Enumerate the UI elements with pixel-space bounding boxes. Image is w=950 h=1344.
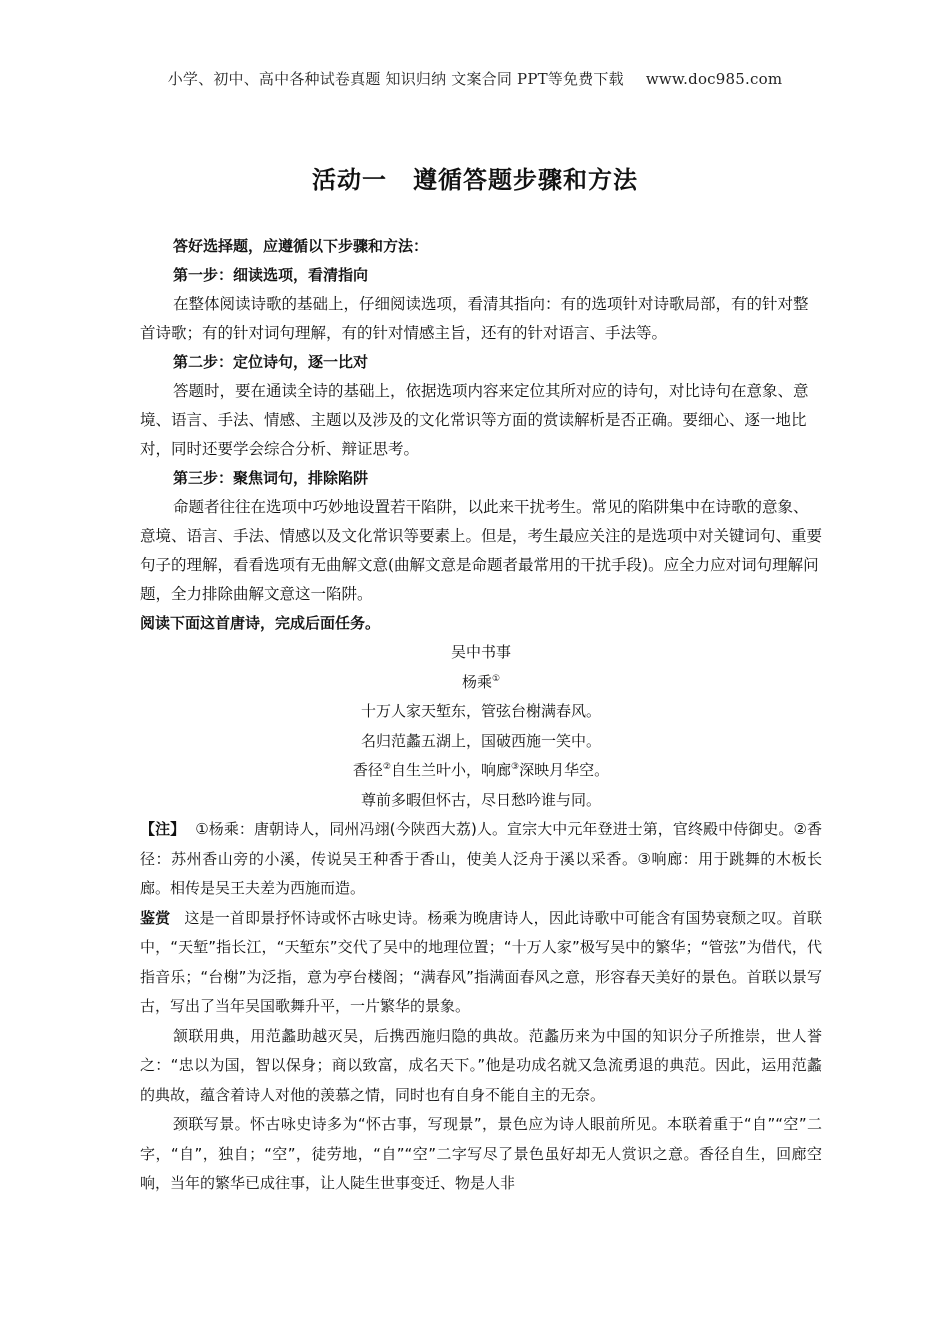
appreciation-section [140,904,822,1199]
poem-author-line [140,668,822,698]
step-3-heading: 第三步：聚焦词句，排除陷阱 [173,469,369,487]
step-1-body: 在整体阅读诗歌的基础上，仔细阅读选项，看清其指向：有的选项针对诗歌局部，有的针对整首诗歌；有的针对词句理解，有的针对情感主旨，还有的针对语言、手法等。 [140,295,809,342]
note-label: 【注】 [140,820,186,838]
poem-line-3-a: 香径 [352,761,383,779]
footnote-mark: ③ [511,762,520,772]
appreciation-label: 鉴赏 [140,908,171,927]
poem-line-3-b: 自生兰叶小，响廊 [390,761,511,779]
appreciation-p3: 颈联写景。怀古咏史诗多为“怀古事，写现景”，景色应为诗人眼前所见。本联着重于“自”“空”二字，“自”，独自；“空”，徒劳地，“自”“空”二字写尽了景色虽好却无人赏识之意。香径自生，回廊空响，当年的繁华已成往事，让人陡生世事变迁、物是人非 [140,1115,822,1192]
main-content [140,232,822,1199]
page-header [0,68,950,89]
appreciation-p2: 颔联用典，用范蠡助越灭吴，后携西施归隐的典故。范蠡历来为中国的知识分子所推崇，世人誉之：“忠以为国，智以保身；商以致富，成名天下。”他是功成名就又急流勇退的典范。因此，运用范蠡的典故，蕴含着诗人对他的羡慕之情，同时也有自身不能自主的无奈。 [140,1026,822,1104]
title-part2: 遵循答题步骤和方法 [413,166,638,194]
step-2-body: 答题时，要在通读全诗的基础上，依据选项内容来定位其所对应的诗句，对比诗句在意象、意境、语言、手法、情感、主题以及涉及的文化常识等方面的赏读解析是否正确。要细心、逐一地比对，同时还要学会综合分析、辩证思考。 [140,382,809,458]
appreciation-p1-text: 这是一首即景抒怀诗或怀古咏史诗。杨乘为晚唐诗人，因此诗歌中可能含有国势衰颓之叹。首联中，“天堑”指长江，“天堑东”交代了吴中的地理位置；“十万人家”极写吴中的繁华；“管弦”为借代，代指音乐；“台榭”为泛指，意为亭台楼阁；“满春风”指满面春风之意，形容春天美好的景色。首联以景写古，写出了当年吴国歌舞升平，一片繁华的景象。 [140,908,822,1015]
appreciation-p1 [140,904,822,1022]
poem-author: 杨乘 [461,672,492,691]
step-3-body: 命题者往往在选项中巧妙地设置若干陷阱，以此来干扰考生。常见的陷阱集中在诗歌的意象、意境、语言、手法、情感以及文化常识等要素上。但是，考生最应关注的是选项中对关键词句、重要句子的理解，看看选项有无曲解文意(曲解文意是命题者最常用的干扰手段)。应全力应对词句理解问题，全力排除曲解文意这一陷阱。 [140,498,823,603]
footnote-mark: ② [382,762,391,772]
footnote-mark: ① [491,673,501,684]
header-site-link[interactable]: www.doc985.com [645,70,783,88]
title-part1: 活动一 [312,166,387,194]
poem-line-4: 尊前多暇但怀古，尽日愁吟谁与同。 [360,790,601,809]
poem-line-3-c: 深映月华空。 [519,761,610,779]
task-instruction: 阅读下面这首唐诗，完成后面任务。 [140,614,381,632]
poem-title: 吴中书事 [450,643,511,661]
poem-line-2: 名归范蠡五湖上，国破西施一笑中。 [360,731,601,750]
header-text: 小学、初中、高中各种试卷真题 知识归纳 文案合同 PPT等免费下载 [167,70,624,88]
intro-text: 答好选择题，应遵循以下步骤和方法： [173,237,429,255]
poem-notes [140,815,822,904]
page-title [0,160,950,195]
step-2-heading: 第二步：定位诗句，逐一比对 [173,353,369,371]
note-text: ①杨乘：唐朝诗人，同州冯翊(今陕西大荔)人。宣宗大中元年登进士第，官终殿中侍御史。②香径：苏州香山旁的小溪，传说吴王种香于香山，使美人泛舟于溪以采香。③响廊：用于跳舞的木板长廊。相传是吴王夫差为西施而造。 [140,820,822,897]
poem [140,638,822,815]
poem-line-1: 十万人家天堑东，管弦台榭满春风。 [360,702,601,720]
poem-line-3 [140,756,822,786]
step-1-heading: 第一步：细读选项，看清指向 [173,266,369,284]
